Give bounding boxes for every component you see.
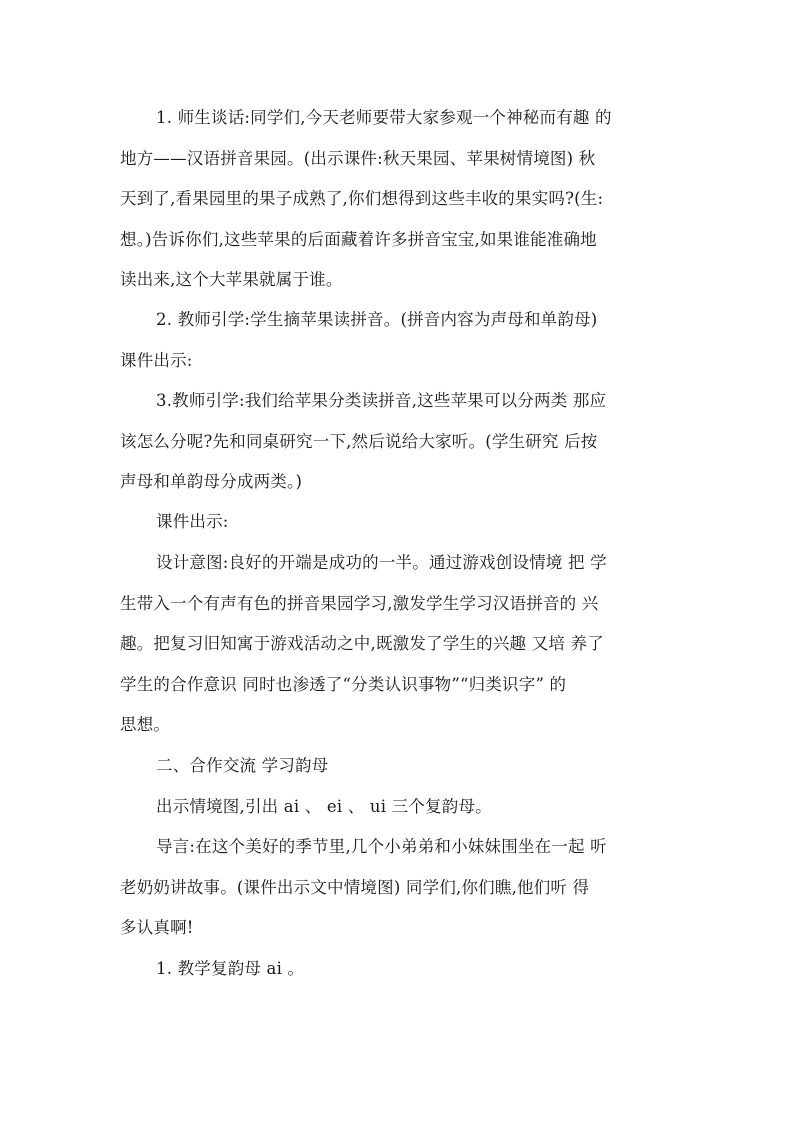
text-line: 趣。把复习旧知寓于游戏活动之中,既激发了学生的兴趣 又培 养了 bbox=[120, 634, 604, 653]
text-line: 课件出示: bbox=[120, 350, 193, 370]
text-line: 课件出示: bbox=[156, 512, 229, 531]
paragraph-design-intent bbox=[120, 543, 680, 746]
text-line: 该怎么分呢?先和同桌研究一下,然后说给大家听。(学生研究 后按 bbox=[120, 431, 598, 451]
paragraph-show-scene bbox=[120, 787, 680, 828]
text-line: 读出来,这个大苹果就属于谁。 bbox=[120, 270, 343, 289]
text-line: 生带入一个有声有色的拼音果园学习,激发学生学习汉语拼音的 兴 bbox=[120, 593, 599, 613]
text-line: 1. 师生谈话:同学们,今天老师要带大家参观一个神秘而有趣 的 bbox=[156, 108, 612, 127]
text-line: 设计意图:良好的开端是成功的一半。通过游戏创设情境 把 学 bbox=[156, 553, 607, 572]
text-line: 想。)告诉你们,这些苹果的后面藏着许多拼音宝宝,如果谁能准确地 bbox=[120, 229, 597, 249]
text-line: 2. 教师引学:学生摘苹果读拼音。(拼音内容为声母和单韵母) bbox=[156, 310, 598, 329]
text-line: 导言:在这个美好的季节里,几个小弟弟和小妹妹围坐在一起 听 bbox=[156, 837, 607, 856]
text-line: 学生的合作意识 同时也渗透了“分类认识事物”“归类识字” 的 bbox=[120, 674, 567, 694]
text-line: 天到了,看果园里的果子成熟了,你们想得到这些丰收的果实吗?(生: bbox=[120, 189, 604, 208]
paragraph-introduction bbox=[120, 827, 680, 949]
paragraph-teacher-talk bbox=[120, 98, 680, 301]
paragraph-teach-ai bbox=[120, 949, 680, 990]
text-line: 思想。 bbox=[120, 715, 171, 734]
section-heading-cooperation bbox=[120, 746, 680, 787]
text-line: 出示情境图,引出 ai 、 ei 、 ui 三个复韵母。 bbox=[156, 797, 492, 816]
text-line: 二、合作交流 学习韵母 bbox=[156, 756, 329, 775]
text-line: 多认真啊! bbox=[120, 918, 194, 937]
text-line: 声母和单韵母分成两类。) bbox=[120, 472, 303, 491]
text-line: 1. 教学复韵母 ai 。 bbox=[156, 959, 305, 978]
paragraph-teacher-guide-2 bbox=[120, 300, 680, 381]
paragraph-teacher-guide-3 bbox=[120, 381, 680, 503]
paragraph-courseware-show bbox=[120, 502, 680, 543]
text-line: 3.教师引学:我们给苹果分类读拼音,这些苹果可以分两类 那应 bbox=[156, 391, 607, 410]
text-line: 地方——汉语拼音果园。(出示课件:秋天果园、苹果树情境图) 秋 bbox=[120, 148, 596, 168]
text-line: 老奶奶讲故事。(课件出示文中情境图) 同学们,你们瞧,他们听 得 bbox=[120, 877, 590, 897]
